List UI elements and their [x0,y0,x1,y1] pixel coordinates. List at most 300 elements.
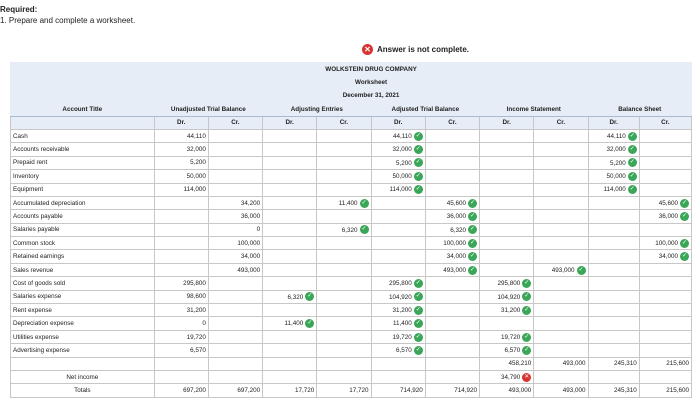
account-name: Salaries expense [11,290,155,303]
amount-cell[interactable] [639,170,691,183]
amount-cell[interactable] [639,370,691,383]
subtotal-cell[interactable] [534,357,588,370]
amount-cell[interactable] [480,290,534,303]
amount-cell[interactable] [588,277,639,290]
account-name: Equipment [11,183,155,196]
amount-cell[interactable] [371,143,425,156]
cell-value: 6,320 [450,226,467,234]
cell-value: 11,400 [338,199,358,207]
total-cell[interactable] [480,384,534,397]
dr-header: Dr. [154,116,208,129]
amount-cell[interactable] [317,143,371,156]
amount-cell[interactable] [534,370,588,383]
cell-value: 295,800 [389,280,412,288]
account-name: Salaries payable [11,223,155,236]
cell-value: 493,000 [508,387,532,395]
amount-cell[interactable] [534,223,588,236]
amount-cell[interactable] [480,196,534,209]
amount-cell[interactable] [263,156,317,169]
amount-cell [154,344,208,357]
amount-cell[interactable] [371,277,425,290]
table-row [11,317,692,330]
amount-cell[interactable] [480,223,534,236]
amount-cell[interactable] [639,263,691,276]
total-cell [208,384,262,397]
amount-cell[interactable] [639,330,691,343]
amount-cell[interactable] [425,183,479,196]
amount-cell[interactable] [480,210,534,223]
table-row [11,290,692,303]
check-icon: ✓ [361,199,367,206]
amount-cell[interactable] [639,143,691,156]
cell-value: 458,210 [508,360,532,368]
amount-cell[interactable] [534,277,588,290]
net-income-row [11,370,692,383]
check-icon: ✓ [629,146,635,153]
amount-cell [154,129,208,142]
cell-value: 104,920 [497,293,521,301]
amount-cell[interactable] [534,317,588,330]
cell-value: 36,000 [658,213,678,221]
x-icon: ✕ [524,373,530,380]
amount-cell[interactable] [263,263,317,276]
amount-cell[interactable] [588,223,639,236]
amount-cell[interactable] [263,250,317,263]
net-income-input[interactable] [480,370,534,383]
amount-cell[interactable] [588,250,639,263]
cell-value: 32,000 [606,146,626,154]
subtotal-cell[interactable] [639,357,691,370]
check-icon: ✓ [629,172,635,179]
cell-value: 50,000 [392,172,412,180]
amount-cell[interactable] [534,143,588,156]
table-row [11,170,692,183]
amount-cell[interactable] [534,330,588,343]
cell-value: 17,720 [349,387,369,395]
total-cell[interactable] [263,384,317,397]
amount-cell[interactable] [317,370,371,383]
check-icon: ✓ [470,266,476,273]
amount-cell[interactable] [588,156,639,169]
cell-value: 114,000 [603,186,626,194]
cell-value: 493,000 [551,266,575,274]
cell-value: 34,000 [240,253,261,261]
check-icon: ✓ [524,293,530,300]
cell-value: 0 [202,320,206,328]
amount-cell[interactable] [639,223,691,236]
amount-cell[interactable] [317,330,371,343]
amount-cell[interactable] [263,143,317,156]
amount-cell[interactable] [588,290,639,303]
amount-cell [154,330,208,343]
amount-cell[interactable] [480,143,534,156]
cr-header: Cr. [317,116,371,129]
amount-cell[interactable] [534,263,588,276]
check-icon: ✓ [470,199,476,206]
check-icon: ✓ [307,320,313,327]
check-icon: ✓ [415,293,421,300]
account-name: Retained earnings [11,250,155,263]
company-name: WOLKSTEIN DRUG COMPANY [263,63,480,76]
check-icon: ✓ [415,346,421,353]
check-icon: ✓ [681,212,688,219]
table-row [11,223,692,236]
cell-value: 215,600 [666,360,689,368]
amount-cell [208,304,262,317]
amount-cell[interactable] [263,304,317,317]
amount-cell[interactable] [317,210,371,223]
check-icon: ✓ [415,132,421,139]
amount-cell[interactable] [371,370,425,383]
amount-cell[interactable] [480,250,534,263]
amount-cell[interactable] [371,156,425,169]
amount-cell[interactable] [425,237,479,250]
check-icon: ✓ [470,253,476,260]
amount-cell[interactable] [371,330,425,343]
amount-cell[interactable] [371,129,425,142]
amount-cell[interactable] [371,250,425,263]
amount-cell[interactable] [371,304,425,317]
amount-cell [208,277,262,290]
table-row [11,304,692,317]
amount-cell[interactable] [534,156,588,169]
amount-cell[interactable] [588,183,639,196]
amount-cell[interactable] [534,210,588,223]
amount-cell[interactable] [588,196,639,209]
amount-cell[interactable] [263,210,317,223]
amount-cell[interactable] [371,223,425,236]
check-icon: ✓ [415,320,421,327]
amount-cell [208,183,262,196]
amount-cell[interactable] [263,370,317,383]
amount-cell[interactable] [588,304,639,317]
amount-cell [154,237,208,250]
amount-cell[interactable] [371,290,425,303]
amount-cell[interactable] [639,183,691,196]
amount-cell[interactable] [588,330,639,343]
check-icon: ✓ [681,253,688,260]
dr-header: Dr. [371,116,425,129]
amount-cell[interactable] [371,210,425,223]
cell-value: 6,570 [190,346,206,354]
worksheet-date: December 31, 2021 [263,89,480,102]
check-icon: ✓ [470,239,476,246]
amount-cell[interactable] [425,250,479,263]
amount-cell[interactable] [588,143,639,156]
amount-cell[interactable] [371,317,425,330]
cell-value: 32,000 [392,146,412,154]
subtotal-label [11,357,155,370]
amount-cell[interactable] [480,330,534,343]
amount-cell[interactable] [317,344,371,357]
cell-value: 45,600 [446,199,467,207]
table-row [11,263,692,276]
amount-cell[interactable] [317,263,371,276]
amount-cell[interactable] [317,277,371,290]
amount-cell[interactable] [588,237,639,250]
amount-cell[interactable] [317,129,371,142]
cell-value: 100,000 [655,239,678,247]
amount-cell[interactable] [534,183,588,196]
subtotal-cell[interactable] [263,357,317,370]
amount-cell[interactable] [371,237,425,250]
subtotal-cell[interactable] [208,357,262,370]
check-icon: ✓ [524,279,530,286]
amount-cell[interactable] [263,330,317,343]
amount-cell[interactable] [639,317,691,330]
cell-value: 5,200 [609,159,626,167]
amount-cell[interactable] [480,304,534,317]
cell-value: 493,000 [562,387,586,395]
total-cell[interactable] [317,384,371,397]
subtotal-cell[interactable] [154,357,208,370]
account-name: Cash [11,129,155,142]
amount-cell[interactable] [534,237,588,250]
amount-cell[interactable] [480,277,534,290]
dr-header: Dr. [263,116,317,129]
cell-value: 493,000 [237,266,261,274]
cell-value: 6,320 [287,293,304,301]
cell-value: 493,000 [443,266,467,274]
required-heading: Required: [0,5,38,14]
worksheet-title: Worksheet [263,76,480,89]
account-name: Cost of goods sold [11,277,155,290]
cr-header: Cr. [639,116,691,129]
check-icon: ✓ [524,346,530,353]
amount-cell[interactable] [371,344,425,357]
amount-cell[interactable] [317,223,371,236]
cell-value: 493,000 [562,360,586,368]
answer-status-text: Answer is not complete. [377,45,470,54]
amount-cell[interactable] [263,183,317,196]
worksheet-table [10,62,692,398]
subtotal-cell[interactable] [371,357,425,370]
table-row [11,277,692,290]
amount-cell[interactable] [639,304,691,317]
amount-cell[interactable] [588,129,639,142]
amount-cell[interactable] [425,330,479,343]
subtotal-cell[interactable] [480,357,534,370]
amount-cell [208,143,262,156]
subtotal-cell[interactable] [588,357,639,370]
instructions [0,4,135,26]
check-icon: ✓ [524,333,530,340]
amount-cell[interactable] [263,237,317,250]
cell-value: 295,800 [497,280,521,288]
account-name: Inventory [11,170,155,183]
amount-cell[interactable] [317,304,371,317]
amount-cell[interactable] [639,129,691,142]
cell-value: 19,720 [392,333,412,341]
cell-value: 714,920 [400,387,423,395]
amount-cell[interactable] [639,237,691,250]
amount-cell[interactable] [263,344,317,357]
amount-cell[interactable] [534,344,588,357]
amount-cell[interactable] [425,317,479,330]
amount-cell[interactable] [425,370,479,383]
cell-value: 34,200 [240,199,261,207]
account-name: Depreciation expense [11,317,155,330]
amount-cell[interactable] [371,196,425,209]
amount-cell[interactable] [534,196,588,209]
amount-cell[interactable] [480,263,534,276]
amount-cell [154,223,208,236]
amount-cell[interactable] [639,250,691,263]
cell-value: 44,110 [606,132,626,140]
cell-value: 245,310 [613,360,637,368]
amount-cell[interactable] [588,210,639,223]
cell-value: 17,720 [295,387,315,395]
amount-cell [208,196,262,209]
amount-cell [154,370,208,383]
amount-cell[interactable] [425,156,479,169]
amount-cell[interactable] [263,317,317,330]
amount-cell[interactable] [263,129,317,142]
cell-value: 6,320 [341,226,358,234]
amount-cell[interactable] [425,196,479,209]
cell-value: 215,600 [666,387,689,395]
amount-cell[interactable] [317,250,371,263]
table-row [11,210,692,223]
net-income-label: Net income [11,370,155,383]
answer-status-banner [362,44,469,55]
amount-cell[interactable] [480,129,534,142]
amount-cell[interactable] [639,277,691,290]
amount-cell[interactable] [534,304,588,317]
amount-cell[interactable] [317,290,371,303]
amount-cell [154,156,208,169]
table-row [11,250,692,263]
total-cell [154,384,208,397]
amount-cell [208,290,262,303]
amount-cell[interactable] [480,183,534,196]
amount-cell [154,210,208,223]
amount-cell[interactable] [425,263,479,276]
cell-value: 697,200 [237,387,261,395]
total-cell[interactable] [588,384,639,397]
amount-cell[interactable] [639,290,691,303]
amount-cell[interactable] [425,223,479,236]
amount-cell[interactable] [263,277,317,290]
amount-cell [208,156,262,169]
subtotal-cell[interactable] [317,357,371,370]
cell-value: 6,570 [504,347,521,355]
amount-cell[interactable] [425,344,479,357]
cell-value: 34,790 [501,373,521,381]
amount-cell[interactable] [639,210,691,223]
amount-cell[interactable] [317,196,371,209]
check-icon: ✓ [415,306,421,313]
amount-cell [208,263,262,276]
cell-value: 100,000 [443,239,467,247]
amount-cell[interactable] [317,170,371,183]
amount-cell[interactable] [534,290,588,303]
check-icon: ✓ [415,279,421,286]
amount-cell[interactable] [588,344,639,357]
amount-cell[interactable] [534,170,588,183]
amount-cell[interactable] [480,156,534,169]
cell-value: 11,400 [392,320,412,328]
cell-value: 44,110 [392,132,412,140]
amount-cell[interactable] [263,290,317,303]
cell-value: 295,800 [183,279,206,287]
table-row [11,196,692,209]
amount-cell[interactable] [639,156,691,169]
amount-cell[interactable] [371,263,425,276]
check-icon: ✓ [415,172,421,179]
cell-value: 31,200 [501,306,521,314]
amount-cell[interactable] [425,170,479,183]
amount-cell[interactable] [588,170,639,183]
total-cell[interactable] [639,384,691,397]
table-row [11,143,692,156]
cell-value: 714,920 [454,387,478,395]
cell-value: 31,200 [186,306,206,314]
x-circle-icon: ✕ [362,44,373,55]
amount-cell[interactable] [263,170,317,183]
amount-cell[interactable] [480,237,534,250]
subtotal-cell[interactable] [425,357,479,370]
check-icon: ✓ [629,159,635,166]
cell-value: 36,000 [240,212,261,220]
amount-cell[interactable] [371,170,425,183]
cell-value: 114,000 [183,186,206,194]
amount-cell[interactable] [588,370,639,383]
amount-cell[interactable] [639,196,691,209]
amount-cell[interactable] [534,250,588,263]
amount-cell[interactable] [425,210,479,223]
total-cell[interactable] [534,384,588,397]
total-cell[interactable] [371,384,425,397]
cell-value: 5,200 [190,159,206,167]
amount-cell[interactable] [425,143,479,156]
group-header-adjusted: Adjusted Trial Balance [371,103,480,116]
amount-cell [208,223,262,236]
table-row [11,156,692,169]
amount-cell[interactable] [263,223,317,236]
amount-cell[interactable] [425,129,479,142]
amount-cell[interactable] [480,170,534,183]
account-name: Sales revenue [11,263,155,276]
cr-header: Cr. [208,116,262,129]
account-name: Prepaid rent [11,156,155,169]
amount-cell[interactable] [425,290,479,303]
amount-cell[interactable] [588,263,639,276]
amount-cell[interactable] [317,317,371,330]
group-header-balance: Balance Sheet [588,103,691,116]
amount-cell[interactable] [263,196,317,209]
amount-cell[interactable] [317,237,371,250]
amount-cell[interactable] [371,183,425,196]
amount-cell[interactable] [480,317,534,330]
account-name: Common stock [11,237,155,250]
required-item: 1. Prepare and complete a worksheet. [0,16,136,25]
amount-cell[interactable] [534,129,588,142]
cell-value: 50,000 [186,172,206,180]
amount-cell[interactable] [425,304,479,317]
amount-cell[interactable] [480,344,534,357]
amount-cell[interactable] [317,183,371,196]
amount-cell[interactable] [588,317,639,330]
total-cell[interactable] [425,384,479,397]
cell-value: 34,000 [658,253,678,261]
account-name: Accounts payable [11,210,155,223]
amount-cell[interactable] [317,156,371,169]
amount-cell[interactable] [639,344,691,357]
subtotal-row [11,357,692,370]
amount-cell [208,250,262,263]
amount-cell[interactable] [425,277,479,290]
